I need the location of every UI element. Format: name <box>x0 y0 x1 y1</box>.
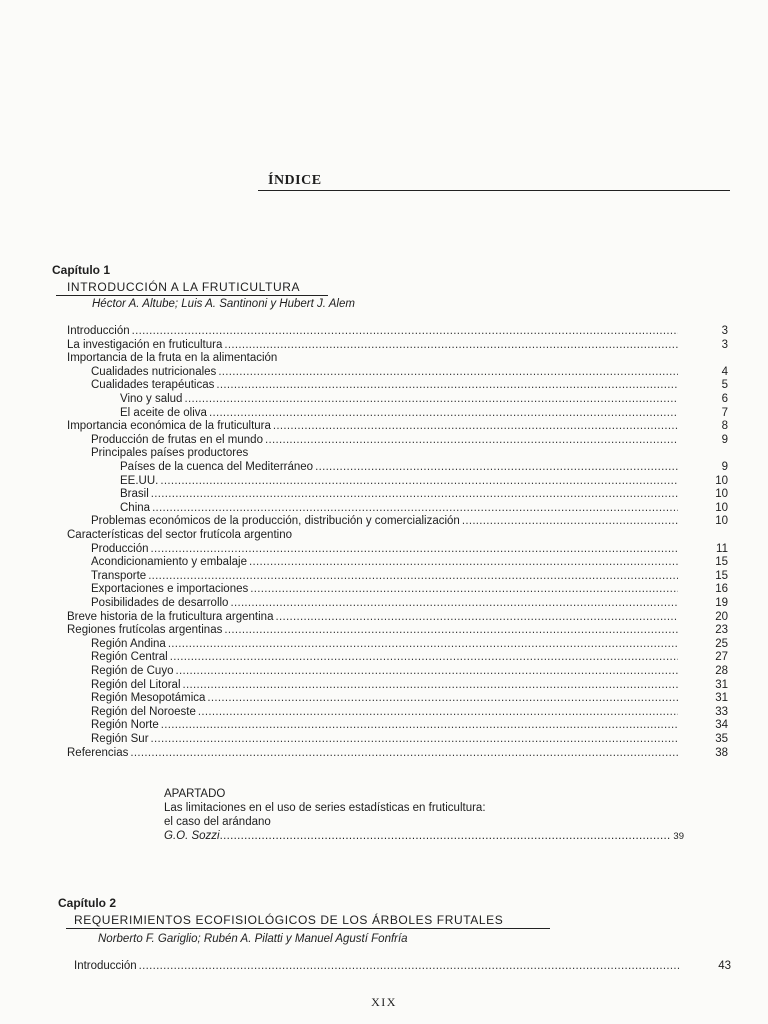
toc-entry-page: 9 <box>721 433 728 446</box>
toc-entry-page: 35 <box>715 733 728 745</box>
toc-entry <box>67 338 728 353</box>
apartado-title-line-2: el caso del arándano <box>164 816 271 828</box>
toc-leader-dots <box>224 624 678 638</box>
chapter-1-title: INTRODUCCIÓN A LA FRUTICULTURA <box>67 280 301 294</box>
toc-entry-label: Características del sector frutícola argentino <box>67 529 292 541</box>
toc-entry-page: 10 <box>715 488 728 501</box>
chapter-1-label: Capítulo 1 <box>52 263 111 277</box>
apartado-title-line-1: Las limitaciones en el uso de series estadísticas en fruticultura: <box>164 802 486 814</box>
toc-entry <box>67 746 728 761</box>
toc-entry-label: Introducción <box>67 325 130 337</box>
toc-entry <box>91 447 678 461</box>
toc-leader-dots <box>160 475 678 489</box>
toc-entry <box>67 624 728 638</box>
toc-entry-page: 4 <box>721 365 728 378</box>
toc-entry-page: 16 <box>715 583 728 596</box>
toc-entry-page: 23 <box>715 624 728 637</box>
toc-leader-dots <box>462 515 678 529</box>
toc-entry <box>67 610 728 625</box>
toc-entry-label: Breve historia de la fruticultura argentina <box>67 610 274 623</box>
toc-entry-label: Regiones frutícolas argentinas <box>67 624 223 637</box>
chapter-2-toc <box>0 960 768 976</box>
apartado-leader-dots <box>220 830 672 842</box>
toc-entry <box>67 325 728 339</box>
toc-entry <box>67 352 678 366</box>
toc-entry-label: Región del Noroeste <box>91 705 196 718</box>
toc-leader-dots <box>175 665 678 679</box>
toc-entry <box>120 393 728 407</box>
toc-entry-page: 10 <box>715 515 728 528</box>
toc-entry-page: 33 <box>715 705 728 718</box>
toc-entry-page: 38 <box>715 746 728 759</box>
chapter-1-authors: Héctor A. Altube; Luis A. Santinoni y Hubert J. Alem <box>92 298 355 310</box>
toc-leader-dots <box>273 420 678 434</box>
toc-entry <box>91 365 728 380</box>
toc-entry <box>91 692 728 706</box>
toc-entry-label: Cualidades terapéuticas <box>91 379 215 392</box>
toc-entry <box>91 556 728 570</box>
toc-entry <box>120 488 728 502</box>
toc-entry <box>91 733 728 747</box>
toc-entry-label: China <box>120 501 151 514</box>
toc-leader-dots <box>207 692 678 706</box>
toc-leader-dots <box>161 719 678 733</box>
toc-entry-label: Cualidades nutricionales <box>91 365 217 378</box>
toc-entry <box>91 665 728 679</box>
toc-entry <box>74 960 731 974</box>
toc-entry-page: 28 <box>715 665 728 677</box>
toc-entry <box>120 406 728 421</box>
toc-entry <box>91 637 728 652</box>
chapter-2-authors: Norberto F. Gariglio; Rubén A. Pilatti y Manuel Agustí Fonfría <box>98 933 408 945</box>
toc-leader-dots <box>151 543 678 557</box>
toc-entry-page: 8 <box>721 420 728 433</box>
toc-entry-page: 3 <box>721 325 728 337</box>
toc-entry <box>91 515 728 529</box>
toc-leader-dots <box>275 611 678 625</box>
toc-entry <box>91 379 728 393</box>
toc-leader-dots <box>148 570 678 584</box>
toc-entry-label: Región Sur <box>91 733 149 745</box>
toc-entry-page: 19 <box>715 597 728 609</box>
toc-entry-label: Brasil <box>120 488 149 501</box>
toc-leader-dots <box>250 583 678 597</box>
toc-entry <box>91 542 728 557</box>
toc-leader-dots <box>151 488 678 502</box>
toc-entry-page: 3 <box>721 338 728 351</box>
toc-entry-label: Región de Cuyo <box>91 665 174 677</box>
toc-entry-label: Transporte <box>91 569 147 582</box>
toc-entry-label: Posibilidades de desarrollo <box>91 597 229 609</box>
chapter-2-title: REQUERIMIENTOS ECOFISIOLÓGICOS DE LOS ÁRBOLES FRUTALES <box>74 913 504 927</box>
toc-entry-label: Principales países productores <box>91 447 249 460</box>
toc-entry-page: 27 <box>715 651 728 664</box>
toc-entry <box>91 569 728 584</box>
apartado-author: G.O. Sozzi <box>164 830 220 842</box>
toc-entry-label: Problemas económicos de la producción, distribución y comercialización <box>91 515 460 528</box>
toc-entry-page: 11 <box>716 542 728 555</box>
toc-leader-dots <box>198 706 678 720</box>
toc-entry-page: 31 <box>715 692 728 705</box>
toc-entry-page: 5 <box>721 379 728 392</box>
toc-leader-dots <box>170 651 678 665</box>
toc-entry-label: Exportaciones e importaciones <box>91 583 249 596</box>
toc-entry-page: 7 <box>721 406 728 419</box>
toc-leader-dots <box>249 556 678 570</box>
index-heading: ÍNDICE <box>268 173 322 188</box>
toc-entry-label: Importancia de la fruta en la alimentación <box>67 352 278 365</box>
toc-leader-dots <box>230 597 678 611</box>
toc-entry <box>67 529 678 543</box>
toc-entry-label: Región del Litoral <box>91 678 181 691</box>
toc-leader-dots <box>184 393 678 407</box>
toc-entry <box>67 420 728 434</box>
toc-entry-page: 10 <box>715 474 728 487</box>
toc-entry-page: 15 <box>715 556 728 569</box>
toc-leader-dots <box>152 502 678 516</box>
chapter-1-toc <box>0 325 768 765</box>
toc-entry-label: Región Andina <box>91 637 166 650</box>
toc-entry <box>120 474 728 489</box>
toc-entry-page: 43 <box>718 960 731 972</box>
heading-rule <box>258 190 730 191</box>
toc-entry-page: 10 <box>715 501 728 514</box>
toc-entry-page: 34 <box>715 719 728 732</box>
toc-entry-label: Producción <box>91 542 149 555</box>
toc-entry-label: Vino y salud <box>120 393 183 405</box>
toc-entry-page: 25 <box>715 637 728 650</box>
toc-leader-dots <box>265 434 678 448</box>
toc-leader-dots <box>315 461 678 475</box>
chapter-2-title-rule <box>66 928 550 929</box>
apartado-label: APARTADO <box>164 788 226 800</box>
toc-entry-label: Producción de frutas en el mundo <box>91 433 263 446</box>
toc-entry <box>91 678 728 693</box>
toc-entry <box>91 705 728 720</box>
toc-entry <box>91 583 728 597</box>
toc-leader-dots <box>168 638 678 652</box>
toc-leader-dots <box>218 366 678 380</box>
chapter-1-title-rule <box>56 295 328 296</box>
toc-entry-label: Referencias <box>67 746 129 759</box>
toc-entry-label: Región Norte <box>91 719 159 732</box>
apartado-page: 39 <box>673 831 684 842</box>
toc-entry <box>91 719 728 733</box>
toc-entry-page: 15 <box>715 569 728 582</box>
chapter-2-label: Capítulo 2 <box>58 896 117 910</box>
toc-entry-label: La investigación en fruticultura <box>67 338 223 351</box>
toc-leader-dots <box>209 407 678 421</box>
page-number: XIX <box>371 995 397 1009</box>
toc-entry-label: Región Mesopotámica <box>91 692 206 705</box>
toc-leader-dots <box>130 747 678 761</box>
toc-entry-label: Introducción <box>74 960 137 972</box>
toc-entry <box>91 651 728 665</box>
toc-leader-dots <box>183 679 678 693</box>
toc-leader-dots <box>224 339 678 353</box>
apartado-author-line <box>164 830 684 844</box>
toc-entry-label: Países de la cuenca del Mediterráneo <box>120 461 314 473</box>
toc-entry-page: 31 <box>715 678 728 691</box>
toc-entry-label: Importancia económica de la fruticultura <box>67 420 271 433</box>
toc-entry-page: 6 <box>721 393 728 405</box>
toc-entry <box>91 433 728 448</box>
toc-entry-label: Acondicionamiento y embalaje <box>91 556 247 569</box>
toc-leader-dots <box>151 733 678 747</box>
toc-entry-label: Región Central <box>91 651 168 664</box>
toc-leader-dots <box>132 325 678 339</box>
toc-entry-label: El aceite de oliva <box>120 406 207 419</box>
toc-entry <box>120 501 728 516</box>
toc-entry-page: 9 <box>721 461 728 473</box>
toc-entry <box>91 597 728 611</box>
toc-leader-dots <box>216 379 678 393</box>
toc-entry-label: EE.UU. <box>120 474 159 487</box>
toc-leader-dots <box>139 960 681 974</box>
toc-entry-page: 20 <box>715 610 728 623</box>
toc-entry <box>120 461 728 475</box>
